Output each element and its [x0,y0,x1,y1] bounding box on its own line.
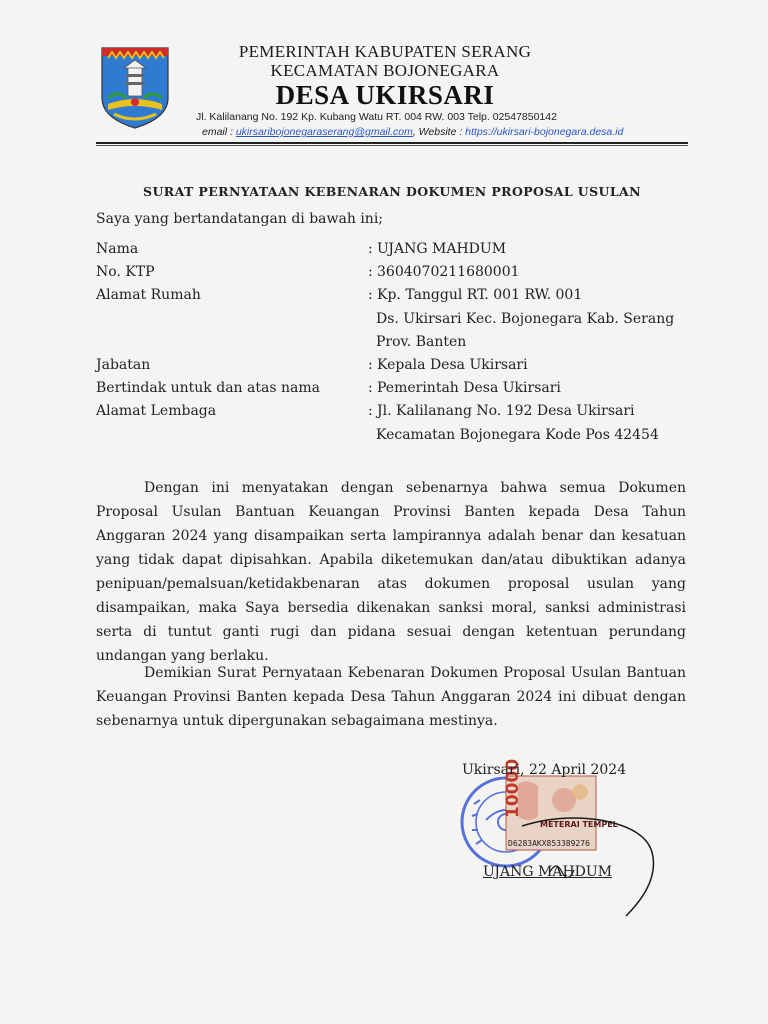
field-colon: : [368,287,373,303]
field-colon: : [368,380,373,396]
field-label: Nama [96,241,139,257]
letterhead-government: PEMERINTAH KABUPATEN SERANG [238,42,532,61]
meterai-serial: D6283AKX853389276 [508,839,590,848]
field-value: 3604070211680001 [377,264,520,280]
field-label: Jabatan [96,357,151,373]
field-colon: : [368,403,373,419]
letterhead-divider [96,142,688,144]
letterhead-district: KECAMATAN BOJONEGARA [270,61,500,80]
meterai-value: 10000 [503,758,523,818]
meterai-label: METERAI TEMPEL [540,820,618,829]
lembaga-continuation: Kecamatan Bojonegara Kode Pos 42454 [376,427,659,443]
signer-name: UJANG MAHDUM [483,864,613,880]
field-colon: : [368,357,373,373]
intro-text: Saya yang bertandatangan di bawah ini; [96,211,384,227]
field-label: Bertindak untuk dan atas nama [96,380,320,396]
regency-emblem-logo [98,44,172,130]
website-link[interactable]: https://ukirsari-bojonegara.desa.id [465,126,624,138]
website-label: , Website : [412,126,466,138]
field-value: UJANG MAHDUM [377,241,507,257]
letterhead-contact [202,126,623,138]
address-continuation-2: Prov. Banten [376,334,467,350]
field-colon: : [368,241,373,257]
field-value: Kepala Desa Ukirsari [377,357,528,373]
statement-paragraph: Dengan ini menyatakan dengan sebenarnya bahwa semua Dokumen Proposal Usulan Bantuan Keuangan Provinsi Banten kepada Desa Tahun Anggaran 2024 yang disampaikan serta lampirannya adalah benar dan kesatuan yang tidak dapat dipisahkan. Apabila diketemukan dan/atau dibuktikan adanya penipuan/pemalsuan/ketidakbenaran atas dokumen proposal usulan yang disampaikan, maka Saya bersedia dikenakan sanksi moral, sanksi administrasi serta di tuntut ganti rugi dan pidana sesuai dengan ketentuan perundang undangan yang berlaku. [96,480,686,664]
closing-paragraph: Demikian Surat Pernyataan Kebenaran Dokumen Proposal Usulan Bantuan Keuangan Provinsi Banten kepada Desa Tahun Anggaran 2024 ini dibuat dengan sebenarnya untuk dipergunakan sebagaimana mestinya. [96,665,686,729]
place-and-date: Ukirsari, 22 April 2024 [462,762,627,778]
document-title: SURAT PERNYATAAN KEBENARAN DOKUMEN PROPOSAL USULAN [143,184,641,199]
address-continuation-1: Ds. Ukirsari Kec. Bojonegara Kab. Serang [376,311,675,327]
letterhead-divider-thin [96,145,688,146]
field-value: Kp. Tanggul RT. 001 RW. 001 [377,287,583,303]
field-label: Alamat Lembaga [96,403,217,419]
email-label: email : [202,126,236,138]
field-value: Pemerintah Desa Ukirsari [377,380,561,396]
letterhead-village: DESA UKIRSARI [275,80,495,110]
field-colon: : [368,264,373,280]
field-label: No. KTP [96,264,155,280]
field-label: Alamat Rumah [96,287,201,303]
email-link[interactable]: ukirsaribojonegaraserang@gmail.com [235,126,413,138]
letterhead-address: Jl. Kalilanang No. 192 Kp. Kubang Watu RT. 004 RW. 003 Telp. 02547850142 [196,111,557,123]
field-value: Jl. Kalilanang No. 192 Desa Ukirsari [377,403,635,419]
